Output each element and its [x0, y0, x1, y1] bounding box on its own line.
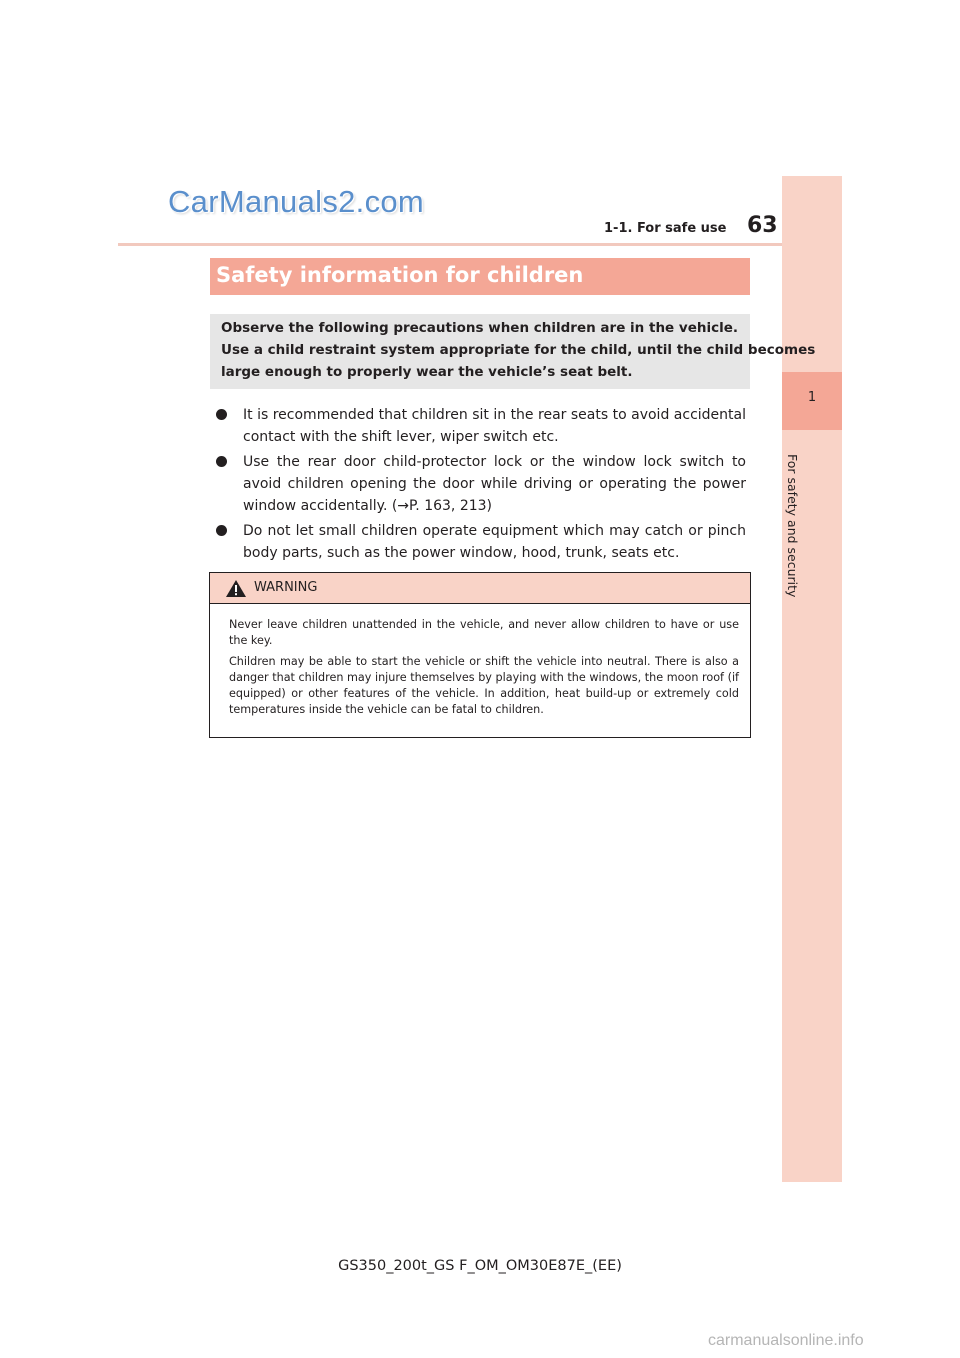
section-title-bar — [210, 258, 750, 295]
watermark-logo: CarManuals2.com — [168, 184, 425, 219]
warning-triangle-icon — [226, 580, 246, 601]
intro-line-3: large enough to properly wear the vehicle’s seat belt. — [221, 364, 633, 380]
intro-line-2: Use a child restraint system appropriate for the child, until the child becomes — [221, 342, 816, 358]
chapter-label: For safety and security — [785, 454, 800, 598]
warning-paragraph: Children may be able to start the vehicle or shift the vehicle into neutral. There is also a danger that children may injure themselves by playing with the windows, the moon roof (if equipped) or other features of the vehicle. In addition, heat build-up or extremely cold temperatures inside the vehicle can be fatal to children. — [229, 655, 739, 716]
warning-box — [209, 572, 751, 738]
page-number: 63 — [747, 213, 778, 238]
warning-paragraph: Never leave children unattended in the vehicle, and never allow children to have or use the key. — [229, 618, 739, 647]
bullet-text: Do not let small children operate equipment which may catch or pinch body parts, such as the power window, hood, trunk, seats etc. — [243, 523, 746, 561]
intro-box — [210, 314, 816, 389]
site-credit: carmanualsonline.info — [708, 1332, 864, 1349]
section-breadcrumb: 1-1. For safe use — [604, 221, 727, 236]
manual-code: GS350_200t_GS F_OM_OM30E87E_(EE) — [338, 1258, 622, 1274]
section-title: Safety information for children — [216, 263, 584, 287]
bullet-icon — [216, 456, 227, 467]
warning-header — [210, 573, 750, 604]
header-divider — [118, 243, 842, 246]
list-item — [214, 451, 746, 517]
bullet-list — [214, 404, 746, 567]
list-item — [214, 520, 746, 564]
chapter-number: 1 — [807, 390, 817, 405]
bullet-icon — [216, 525, 227, 536]
chapter-side-band — [782, 176, 842, 1182]
warning-body — [229, 617, 739, 723]
bullet-icon — [216, 409, 227, 420]
warning-label: WARNING — [254, 580, 318, 595]
bullet-text: Use the rear door child-protector lock or the window lock switch to avoid children opening the door while driving or operating the power window accidentally. (→P. 163, 213) — [243, 454, 746, 514]
bullet-text: It is recommended that children sit in the rear seats to avoid accidental contact with the shift lever, wiper switch etc. — [243, 407, 746, 445]
intro-line-1: Observe the following precautions when children are in the vehicle. — [221, 320, 739, 336]
list-item — [214, 404, 746, 448]
